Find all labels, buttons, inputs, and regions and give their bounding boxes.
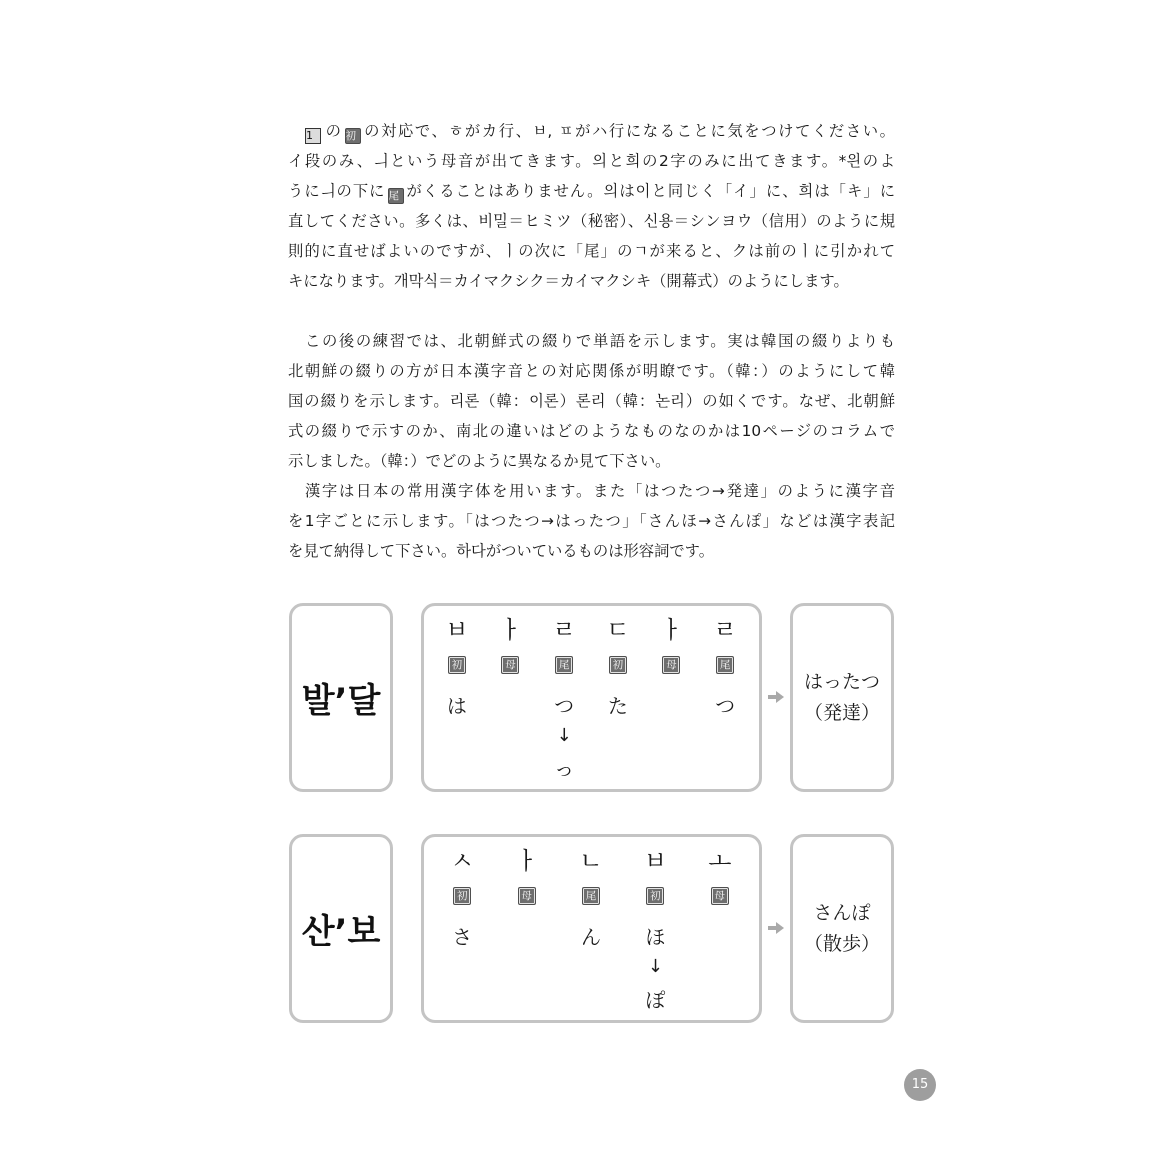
kana-reading-result: さんぽ [813, 901, 871, 924]
role-badge: 初 [448, 656, 466, 674]
korean-word: 산’보 [301, 912, 381, 952]
kana-reading-cell [559, 918, 623, 952]
role-badge: 母 [711, 887, 729, 905]
changed-reading-cell [645, 752, 699, 782]
kana-reading: つ [554, 693, 575, 718]
role-badge: 初 [646, 887, 664, 905]
changed-reading-cell [688, 983, 752, 1013]
kana-reading-cell [698, 687, 752, 721]
role-badge-cell [484, 654, 538, 676]
text-segment: の [324, 122, 343, 140]
text-segment: うにㅢの下に [288, 182, 386, 200]
role-badge: 母 [501, 656, 519, 674]
kana-reading: ほ [645, 924, 666, 949]
kanji-result: （発達） [803, 701, 880, 724]
text-line [288, 176, 895, 206]
body-text [288, 116, 895, 566]
text-line: 北朝鮮の綴りの方が日本漢字音との対応関係が明瞭です。（韓：）のようにして韓 [288, 362, 895, 380]
text-line: を1字ごとに示します。「はつたつ→はったつ」「さんほ→さんぽ」などは漢字表記 [288, 512, 895, 530]
jamo-letter-cell [688, 841, 752, 876]
korean-word: 발’달 [301, 681, 381, 721]
role-badge-cell [430, 654, 484, 676]
text-line: 直してください。多くは、비밀＝ヒミツ（秘密）、신용＝シンヨウ（信用）のように規 [288, 212, 895, 230]
jamo-letter-cell [645, 610, 699, 645]
kana-reading-cell [430, 918, 494, 952]
jamo-letter-cell [430, 610, 484, 645]
text-line: 示しました。（韓：）でどのように異なるか見て下さい。 [288, 452, 671, 470]
paragraph-1 [288, 116, 895, 296]
jamo-letter-cell [484, 610, 538, 645]
breakdown-box [421, 603, 762, 792]
changed-reading: っ [554, 756, 575, 781]
change-arrow-cell [537, 721, 591, 749]
role-badge-cell [623, 885, 687, 907]
text-line: キになります。개막식＝カイマクシク＝カイマクシキ（開幕式）のようにします。 [288, 272, 849, 290]
kana-reading-cell [688, 918, 752, 952]
jamo-letter-row [430, 610, 752, 644]
text-line: この後の練習では、北朝鮮式の綴りで単語を示します。実は韓国の綴りよりも [305, 332, 895, 350]
change-arrow-cell [688, 952, 752, 980]
changed-reading-cell [494, 983, 558, 1013]
role-badge-cell [559, 885, 623, 907]
change-arrow-cell [623, 952, 687, 980]
jamo-letter: ㄹ [713, 616, 737, 644]
jamo-letter: ㅂ [643, 847, 667, 875]
changed-reading-cell [591, 752, 645, 782]
change-arrow-cell [559, 952, 623, 980]
jamo-letter: ㅂ [445, 616, 469, 644]
paragraph-2 [288, 326, 895, 476]
kana-reading-cell [484, 687, 538, 721]
jamo-letter: ㅏ [659, 616, 684, 644]
role-badge: 母 [518, 887, 536, 905]
jamo-letter-cell [494, 841, 558, 876]
jamo-letter-cell [430, 841, 494, 876]
change-arrow-cell [484, 721, 538, 749]
role-badge: 尾 [582, 887, 600, 905]
kana-reading-row [430, 687, 752, 721]
text-line: を見て納得して下さい。하다がついているものは形容詞です。 [288, 542, 715, 560]
role-badge-cell [688, 885, 752, 907]
kana-reading-cell [591, 687, 645, 721]
changed-reading-cell [537, 752, 591, 782]
jamo-letter-cell [559, 841, 623, 876]
final-badge: 尾 [388, 188, 404, 204]
kana-reading: ん [580, 924, 601, 949]
paragraph-3 [288, 476, 895, 566]
role-badge-cell [430, 885, 494, 907]
right-arrow-icon [768, 922, 784, 934]
change-arrow-cell [698, 721, 752, 749]
kana-reading-cell [430, 687, 484, 721]
kana-reading-cell [537, 687, 591, 721]
change-arrow-cell [430, 721, 484, 749]
change-arrow-cell [591, 721, 645, 749]
section-number-box: 1 [305, 128, 321, 144]
role-badge: 初 [609, 656, 627, 674]
text-line: 国の綴りを示します。리론（韓：이론）론리（韓：논리）の如くです。なぜ、北朝鮮 [288, 392, 895, 410]
kana-reading-row [430, 918, 752, 952]
changed-reading: ぽ [645, 987, 666, 1012]
breakdown-box [421, 834, 762, 1023]
kana-reading: さ [452, 924, 473, 949]
role-badge-cell [698, 654, 752, 676]
role-badge: 初 [453, 887, 471, 905]
right-arrow-icon [768, 691, 784, 703]
kana-reading: は [446, 693, 467, 718]
change-arrow-cell [430, 952, 494, 980]
kana-reading-cell [645, 687, 699, 721]
text-segment: の対応で、ㅎがカ行、ㅂ, ㅍがハ行になることに気をつけてください。 [362, 122, 895, 140]
role-badge: 尾 [555, 656, 573, 674]
jamo-letter-cell [537, 610, 591, 645]
kana-reading: つ [715, 693, 736, 718]
example-diagram-2 [289, 834, 894, 1023]
kanji-result: （散歩） [803, 932, 880, 955]
jamo-letter-cell [698, 610, 752, 645]
changed-reading-cell [484, 752, 538, 782]
role-badge-cell [537, 654, 591, 676]
korean-word-box [289, 603, 393, 792]
role-badge-row [430, 654, 752, 676]
kana-reading-cell [623, 918, 687, 952]
change-arrow-cell [645, 721, 699, 749]
kana-reading-result: はったつ [803, 670, 880, 693]
reading-box [790, 834, 894, 1023]
text-line [288, 116, 895, 146]
reading-box [790, 603, 894, 792]
page-number: 15 [904, 1069, 936, 1101]
text-line: イ段のみ、ㅢという母音が出てきます。의と희の2字のみに出てきます。*읜のよ [288, 152, 895, 170]
text-segment: がくることはありません。의は이と同じく「イ」に、희は「キ」に [405, 182, 895, 200]
change-arrow-row [430, 952, 752, 980]
text-line: 則的に直せばよいのですが、ㅣの次に「尾」のㄱが来ると、クは前のㅣに引かれて [288, 242, 895, 260]
role-badge-cell [591, 654, 645, 676]
changed-reading-row [430, 983, 752, 1013]
jamo-letter: ㄷ [606, 616, 630, 644]
korean-word-box [289, 834, 393, 1023]
change-arrow-cell [494, 952, 558, 980]
role-badge-cell [645, 654, 699, 676]
jamo-letter: ㅏ [515, 847, 539, 875]
role-badge-cell [494, 885, 558, 907]
changed-reading-cell [698, 752, 752, 782]
jamo-letter: ㅅ [450, 847, 474, 875]
initial-badge: 初 [345, 128, 361, 144]
changed-reading-cell [430, 983, 494, 1013]
change-arrow: ↓ [647, 955, 663, 977]
kana-reading: た [607, 693, 628, 718]
jamo-letter: ㄹ [552, 616, 576, 644]
kana-reading-cell [494, 918, 558, 952]
example-diagram-1 [289, 603, 894, 792]
jamo-letter-cell [623, 841, 687, 876]
changed-reading-cell [430, 752, 484, 782]
role-badge-row [430, 885, 752, 907]
text-line: 式の綴りで示すのか、南北の違いはどのようなものなのかは10ページのコラムで [288, 422, 895, 440]
role-badge: 母 [662, 656, 680, 674]
changed-reading-cell [559, 983, 623, 1013]
role-badge: 尾 [716, 656, 734, 674]
jamo-letter-row [430, 841, 752, 875]
jamo-letter-cell [591, 610, 645, 645]
change-arrow-row [430, 721, 752, 749]
jamo-letter: ㄴ [579, 847, 603, 875]
text-line: 漢字は日本の常用漢字体を用います。また「はつたつ→発達」のように漢字音 [305, 482, 895, 500]
jamo-letter: ㅗ [708, 847, 732, 875]
change-arrow: ↓ [556, 724, 572, 746]
changed-reading-row [430, 752, 752, 782]
jamo-letter: ㅏ [498, 616, 523, 644]
changed-reading-cell [623, 983, 687, 1013]
